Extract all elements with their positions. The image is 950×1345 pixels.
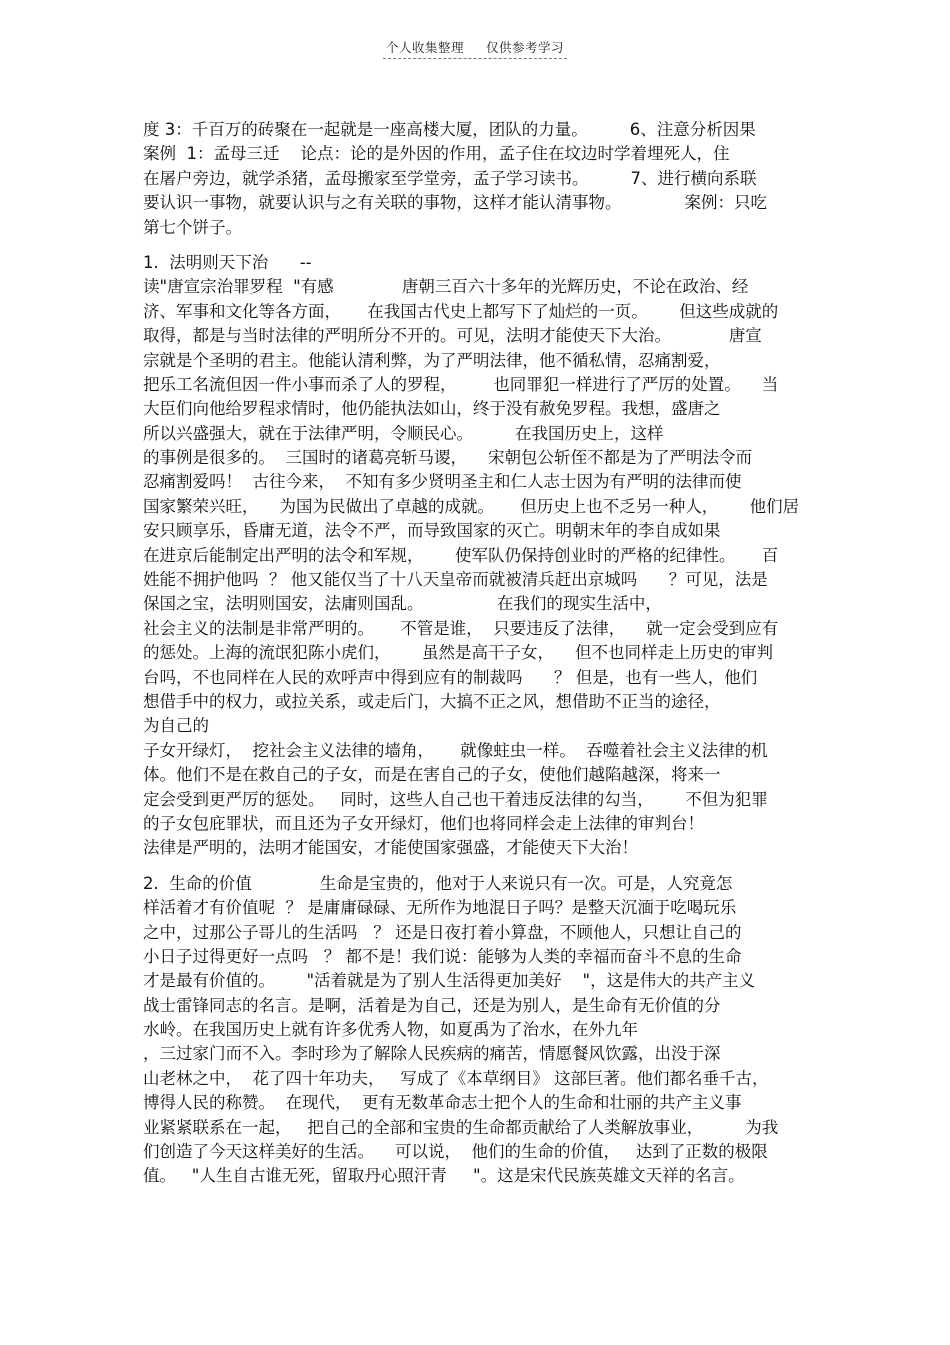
text-line: 小日子过得更好一点吗 ？ 都不是！我们说：能够为人类的幸福而奋斗不息的生命: [143, 946, 742, 966]
text-line: 之中，过那公子哥儿的生活吗 ？ 还是日夜打着小算盘，不顾他人，只想让自己的: [143, 922, 742, 942]
text-line: 样活着才有价值呢 ？ 是庸庸碌碌、无所作为地混日子吗？是整天沉湎于吃喝玩乐: [143, 898, 737, 918]
text-line: 国家繁荣兴旺， 为国为民做出了卓越的成就。 但历史上也不乏另一种人， 他们居: [143, 496, 800, 516]
text-line: 们创造了今天这样美好的生活。 可以说， 他们的生命的价值， 达到了正数的极限: [143, 1142, 768, 1162]
text-line: 值。 "人生自古谁无死，留取丹心照汗青 "。这是宋代民族英雄文天祥的名言。: [143, 1166, 745, 1186]
text-line: 保国之宝，法明则国安，法庸则国乱。 在我们的现实生活中，: [143, 594, 662, 614]
text-line: 为自己的: [143, 716, 209, 736]
text-line: 子女开绿灯， 挖社会主义法律的墙角， 就像蛀虫一样。 吞噬着社会主义法律的机: [143, 740, 768, 760]
text-line: 想借手中的权力，或拉关系，或走后门，大搞不正之风，想借助不正当的途径，: [143, 691, 721, 711]
text-line: 博得人民的称赞。 在现代， 更有无数革命志士把个人的生命和壮丽的共产主义事: [143, 1093, 742, 1113]
text-line: 第七个饼子。: [143, 217, 242, 237]
text-line: 姓能不拥护他吗 ？ 他又能仅当了十八天皇帝而就被清兵赶出京城吗 ？可见，法是: [143, 570, 768, 590]
text-line: 业紧紧联系在一起， 把自己的全部和宝贵的生命都贡献给了人类解放事业， 为我: [143, 1117, 779, 1137]
text-line: 大臣们向他给罗程求情时，他仍能执法如山，终于没有赦免罗程。我想，盛唐之: [143, 399, 721, 419]
document-body: [143, 118, 811, 1189]
header-right-text: 仅供参考学习: [486, 40, 565, 55]
essay-title-line: 1. 法明则天下治 --: [143, 252, 312, 272]
text-line: 社会主义的法制是非常严明的。 不管是谁， 只要违反了法律， 就一定会受到应有: [143, 618, 779, 638]
text-line: 在屠户旁边，就学杀猪，孟母搬家至学堂旁，孟子学习读书。 7、进行横向系联: [143, 168, 757, 188]
header-left-text: 个人收集整理: [385, 40, 464, 55]
text-line: 取得，都是与当时法律的严明所分不开的。可见，法明才能使天下大治。 唐宣: [143, 326, 762, 346]
essay-title-line: 2. 生命的价值 生命是宝贵的，他对于人来说只有一次。可是，人究竟怎: [143, 873, 733, 893]
text-line: 山老林之中， 花了四十年功夫， 写成了《本草纲目》 这部巨著。他们都名垂千古，: [143, 1068, 769, 1088]
text-line: 定会受到更严厉的惩处。 同时，这些人自己也干着违反法律的勾当， 不但为犯罪: [143, 789, 768, 809]
text-line: 的惩处。上海的流氓犯陈小虎们， 虽然是高干子女， 但不也同样走上历史的审判: [143, 643, 773, 663]
text-line: 法律是严明的，法明才能国安，才能使国家强盛，才能使天下大治！: [143, 838, 638, 858]
text-line: 案例 1：孟母三迁 论点：论的是外因的作用，孟子住在坟边时学着埋死人，住: [143, 144, 730, 164]
essay-fa-ming: [143, 251, 811, 861]
text-line: 水岭。在我国历史上就有许多优秀人物，如夏禹为了治水，在外九年: [143, 1020, 638, 1040]
text-line: 把乐工名流但因一件小事而杀了人的罗程， 也同罪犯一样进行了严厉的处置。 当: [143, 374, 779, 394]
text-line: 度 3：千百万的砖聚在一起就是一座高楼大厦，团队的力量。 6、注意分析因果: [143, 120, 756, 139]
text-line: 台吗，不也同样在人民的欢呼声中得到应有的制裁吗 ？ 但是，也有一些人，他们: [143, 667, 758, 687]
text-line: 济、军事和文化等各方面， 在我国古代史上都写下了灿烂的一页。 但这些成就的: [143, 301, 779, 321]
text-line: 战士雷锋同志的名言。是啊，活着是为自己，还是为别人，是生命有无价值的分: [143, 995, 721, 1015]
essay-sheng-ming: [143, 872, 811, 1189]
text-line: 体。他们不是在救自己的子女，而是在害自己的子女，使他们越陷越深，将来一: [143, 765, 721, 785]
paragraph-block-1: [143, 118, 811, 240]
page-header: [0, 38, 950, 56]
header-divider: [383, 58, 567, 59]
text-line: 要认识一事物，就要认识与之有关联的事物，这样才能认清事物。 案例：只吃: [143, 193, 767, 213]
text-line: 安只顾享乐，昏庸无道，法令不严，而导致国家的灭亡。明朝末年的李自成如果: [143, 521, 721, 541]
text-line: 读"唐宣宗治罪罗程 "有感 唐朝三百六十多年的光辉历史，不论在政治、经: [143, 277, 749, 297]
paragraph-gap: [143, 861, 811, 872]
text-line: 宗就是个圣明的君主。他能认清利弊，为了严明法律，他不循私情，忍痛割爱，: [143, 350, 721, 370]
text-line: 才是最有价值的。 "活着就是为了别人生活得更加美好 "，这是伟大的共产主义: [143, 971, 756, 991]
text-line: 忍痛割爱吗！ 古往今来， 不知有多少贤明圣主和仁人志士因为有严明的法律而使: [143, 472, 742, 492]
text-line: 的子女包庇罪状，而且还为子女开绿灯，他们也将同样会走上法律的审判台！: [143, 813, 704, 833]
text-line: 所以兴盛强大，就在于法律严明，令顺民心。 在我国历史上，这样: [143, 423, 664, 443]
text-line: 在进京后能制定出严明的法令和军规， 使军队仍保持创业时的严格的纪律性。 百: [143, 545, 779, 565]
text-line: ，三过家门而不入。李时珍为了解除人民疾病的痛苦，情愿餐风饮露，出没于深: [143, 1044, 721, 1064]
paragraph-gap: [143, 240, 811, 251]
text-line: 的事例是很多的。 三国时的诸葛亮斩马谡， 宋朝包公斩侄不都是为了严明法令而: [143, 448, 752, 468]
